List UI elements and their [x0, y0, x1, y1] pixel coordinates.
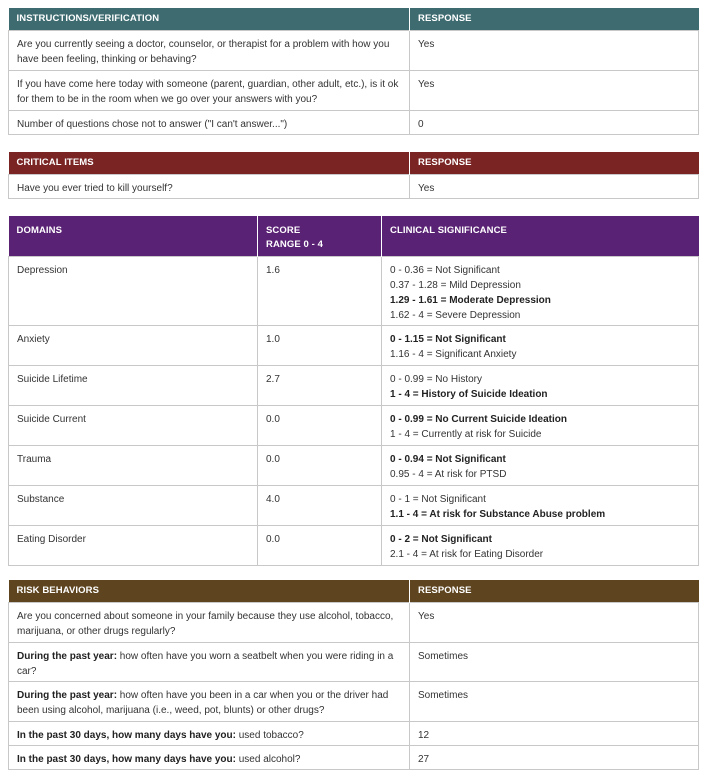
- significance-line: 0 - 2 = Not Significant: [390, 533, 492, 545]
- domain-significance-cell: [382, 365, 699, 405]
- domain-significance-cell: [382, 325, 699, 365]
- critical-items-table: [8, 152, 699, 199]
- table-row: [9, 70, 699, 110]
- answer-cell: [410, 602, 699, 642]
- question-cell: Have you ever tried to kill yourself?: [9, 174, 410, 198]
- domain-name: Suicide Lifetime: [17, 373, 88, 385]
- significance-line: 1 - 4 = History of Suicide Ideation: [390, 388, 548, 400]
- domain-name: Anxiety: [17, 333, 50, 345]
- question-lead: In the past 30 days, how many days have you:: [17, 753, 236, 765]
- significance-line: 0 - 1.15 = Not Significant: [390, 333, 506, 345]
- answer-cell: 0: [410, 110, 699, 134]
- question-cell: [9, 721, 410, 745]
- question-text: used alcohol?: [235, 753, 301, 765]
- table-row: [9, 745, 699, 769]
- domain-name-cell: [9, 325, 258, 365]
- instructions-header-item: INSTRUCTIONS/VERIFICATION: [9, 8, 410, 30]
- table-row: [9, 30, 699, 70]
- answer-cell: Yes: [410, 30, 699, 70]
- table-row: [9, 174, 699, 198]
- domain-score: 1.6: [266, 264, 280, 276]
- domain-name-cell: [9, 256, 258, 325]
- question-text: how often have you worn a seatbelt when you were riding in a car?: [17, 650, 394, 677]
- answer-cell: [410, 745, 699, 769]
- question-cell: [9, 642, 410, 681]
- domain-significance-cell: [382, 525, 699, 565]
- domain-row: [9, 405, 699, 445]
- table-row: [9, 721, 699, 745]
- question-text: Are you concerned about someone in your family because they use alcohol, tobacco, marijuana, or other drugs regularly?: [17, 610, 394, 637]
- domain-name-cell: [9, 445, 258, 485]
- risk-header-row: [9, 580, 699, 602]
- answer-text: 27: [418, 753, 430, 765]
- domain-row: [9, 365, 699, 405]
- domains-header-row: [9, 216, 699, 256]
- answer-cell: Yes: [410, 70, 699, 110]
- significance-line: 1.16 - 4 = Significant Anxiety: [390, 348, 517, 360]
- domains-body: [9, 256, 699, 565]
- critical-header-item: CRITICAL ITEMS: [9, 152, 410, 174]
- significance-line: 0.95 - 4 = At risk for PTSD: [390, 468, 507, 480]
- domain-name: Substance: [17, 493, 65, 505]
- answer-cell: Yes: [410, 174, 699, 198]
- domain-row: [9, 525, 699, 565]
- score-header-line2: RANGE 0 - 4: [266, 239, 324, 250]
- question-text: how often have you been in a car when you or the driver had been using alcohol, marijuana (i.e., weed, pot, blunts) or other drugs?: [17, 689, 389, 716]
- question-cell: If you have come here today with someone (parent, guardian, other adult, etc.), is it ok for them to be in the room when we go over your answers with you?: [9, 70, 410, 110]
- domain-row: [9, 445, 699, 485]
- risk-body: [9, 602, 699, 769]
- question-cell: [9, 745, 410, 769]
- domain-score-cell: [258, 525, 382, 565]
- critical-header-row: [9, 152, 699, 174]
- significance-line: 1.62 - 4 = Severe Depression: [390, 309, 521, 321]
- domain-score: 0.0: [266, 453, 280, 465]
- instructions-table: [8, 8, 699, 135]
- domain-score-cell: [258, 405, 382, 445]
- domain-score-cell: [258, 365, 382, 405]
- score-header-line1: SCORE: [266, 225, 301, 236]
- domain-score-cell: [258, 325, 382, 365]
- answer-text: Yes: [418, 610, 435, 622]
- significance-line: 0 - 0.94 = Not Significant: [390, 453, 506, 465]
- table-row: [9, 681, 699, 721]
- question-cell: [9, 602, 410, 642]
- domain-row: [9, 256, 699, 325]
- significance-line: 0 - 0.99 = No History: [390, 373, 482, 385]
- significance-line: 1.29 - 1.61 = Moderate Depression: [390, 294, 551, 306]
- domain-name-cell: [9, 525, 258, 565]
- table-row: [9, 110, 699, 134]
- domain-score: 4.0: [266, 493, 280, 505]
- domain-name: Eating Disorder: [17, 533, 86, 545]
- critical-header-response: RESPONSE: [410, 152, 699, 174]
- domain-significance-cell: [382, 405, 699, 445]
- question-lead: In the past 30 days, how many days have you:: [17, 729, 236, 741]
- significance-line: 0 - 0.99 = No Current Suicide Ideation: [390, 413, 567, 425]
- domain-name-cell: [9, 405, 258, 445]
- significance-line: 0.37 - 1.28 = Mild Depression: [390, 279, 521, 291]
- answer-text: 12: [418, 729, 430, 741]
- significance-line: 1.1 - 4 = At risk for Substance Abuse problem: [390, 508, 606, 520]
- domain-name: Depression: [17, 264, 68, 276]
- instructions-header-row: [9, 8, 699, 30]
- domain-significance-cell: [382, 445, 699, 485]
- domain-score: 1.0: [266, 333, 280, 345]
- domain-name-cell: [9, 485, 258, 525]
- question-lead: During the past year:: [17, 650, 118, 662]
- domains-header-score: [258, 216, 382, 256]
- answer-text: Sometimes: [418, 650, 469, 662]
- domain-name: Suicide Current: [17, 413, 86, 425]
- domain-row: [9, 325, 699, 365]
- question-cell: Are you currently seeing a doctor, counselor, or therapist for a problem with how you have been feeling, thinking or behaving?: [9, 30, 410, 70]
- table-row: [9, 642, 699, 681]
- answer-cell: [410, 721, 699, 745]
- domain-score-cell: [258, 256, 382, 325]
- domains-header-domain: DOMAINS: [9, 216, 258, 256]
- domain-score-cell: [258, 485, 382, 525]
- significance-line: 1 - 4 = Currently at risk for Suicide: [390, 428, 542, 440]
- question-lead: During the past year:: [17, 689, 118, 701]
- domain-name: Trauma: [17, 453, 52, 465]
- domains-table: [8, 216, 699, 566]
- risk-header-item: RISK BEHAVIORS: [9, 580, 410, 602]
- significance-line: 2.1 - 4 = At risk for Eating Disorder: [390, 548, 544, 560]
- domain-significance-cell: [382, 485, 699, 525]
- risk-header-response: RESPONSE: [410, 580, 699, 602]
- instructions-header-response: RESPONSE: [410, 8, 699, 30]
- answer-cell: [410, 681, 699, 721]
- domain-score: 0.0: [266, 413, 280, 425]
- risk-behaviors-table: [8, 580, 699, 770]
- table-row: [9, 602, 699, 642]
- answer-cell: [410, 642, 699, 681]
- domains-header-significance: CLINICAL SIGNIFICANCE: [382, 216, 699, 256]
- domain-score: 0.0: [266, 533, 280, 545]
- domain-score: 2.7: [266, 373, 280, 385]
- question-cell: Number of questions chose not to answer ("I can't answer..."): [9, 110, 410, 134]
- significance-line: 0 - 1 = Not Significant: [390, 493, 486, 505]
- answer-text: Sometimes: [418, 689, 469, 701]
- question-cell: [9, 681, 410, 721]
- question-text: used tobacco?: [235, 729, 304, 741]
- domain-score-cell: [258, 445, 382, 485]
- significance-line: 0 - 0.36 = Not Significant: [390, 264, 500, 276]
- domain-significance-cell: [382, 256, 699, 325]
- domain-row: [9, 485, 699, 525]
- domain-name-cell: [9, 365, 258, 405]
